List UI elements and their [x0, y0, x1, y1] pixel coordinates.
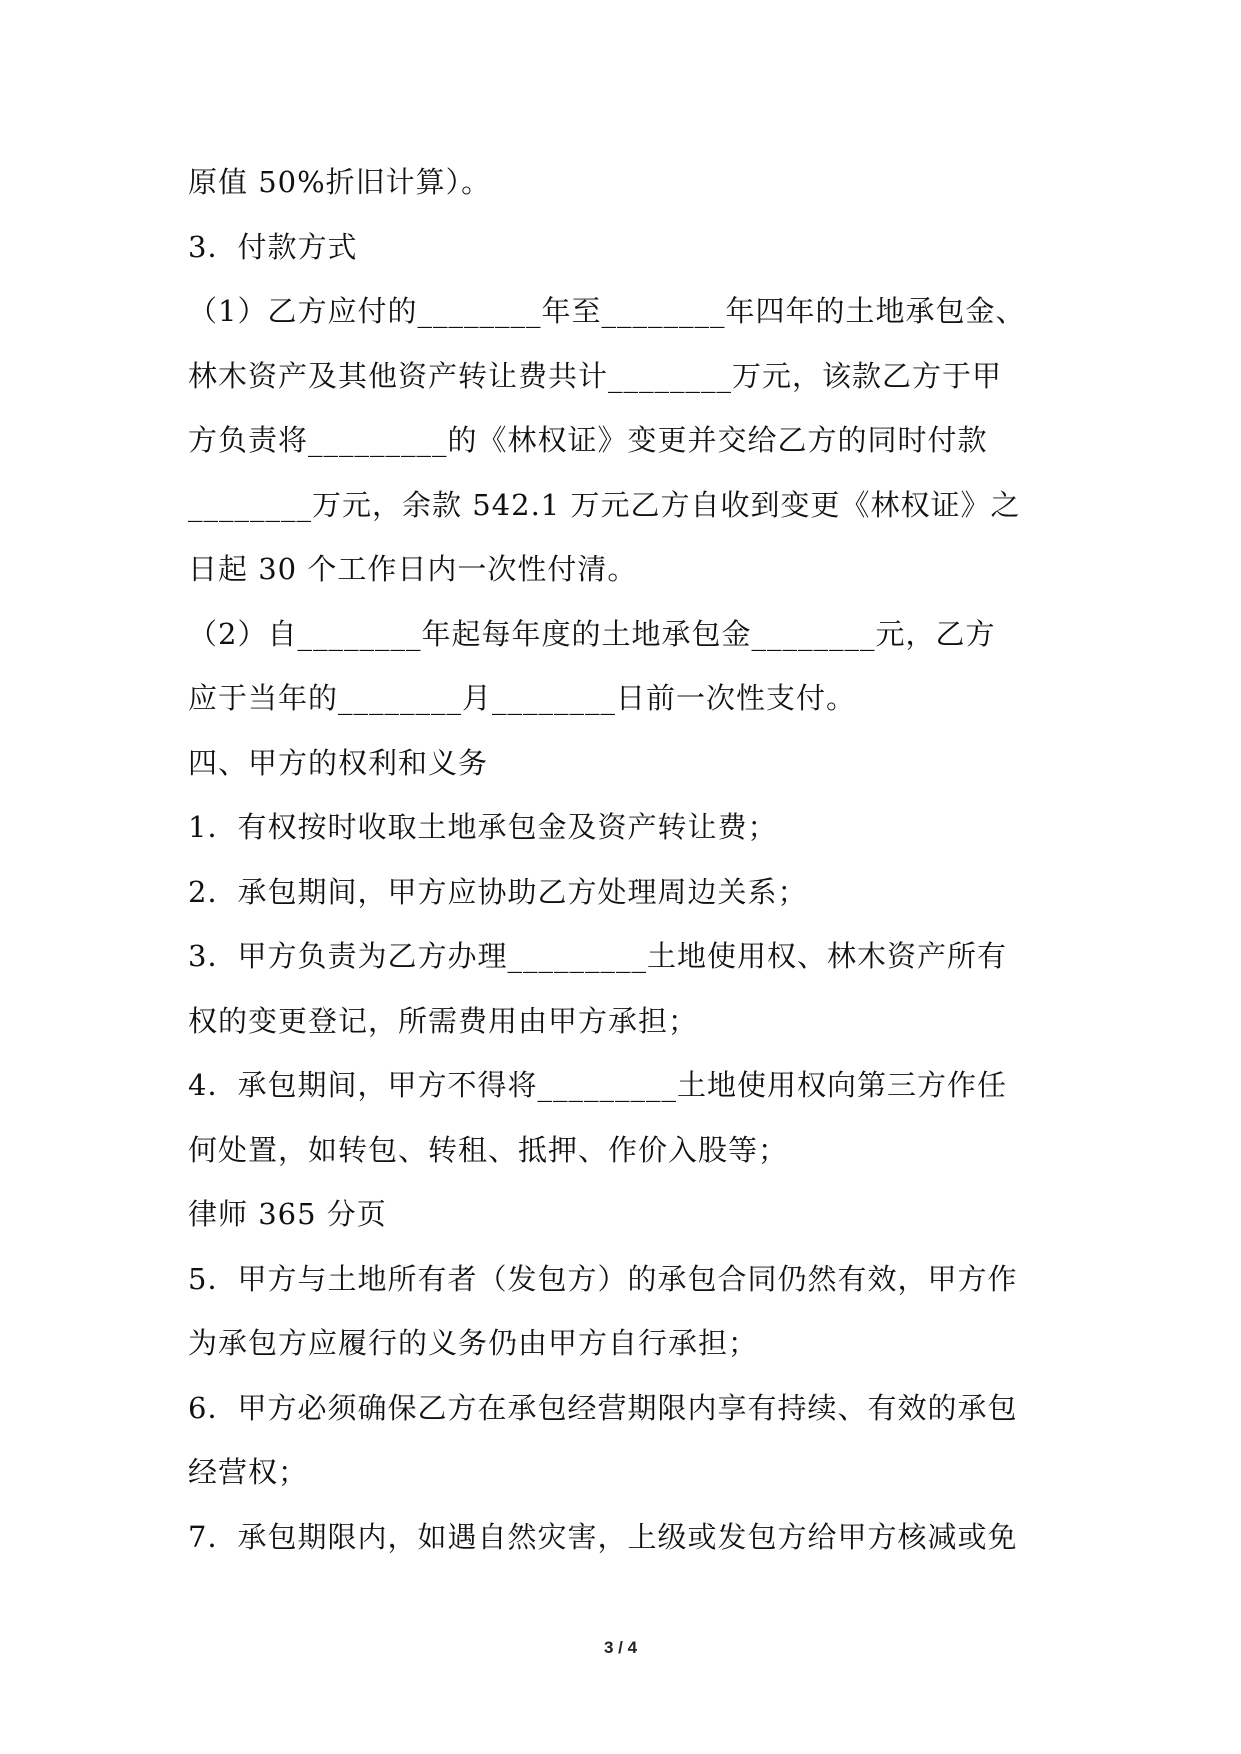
text-line: 方负责将_________的《林权证》变更并交给乙方的同时付款 — [188, 423, 988, 457]
text-line: ________万元，余款 542.1 万元乙方自收到变更《林权证》之 — [188, 487, 1021, 522]
page-break-note: 律师 365 分页 — [188, 1197, 387, 1231]
text-line: 权的变更登记，所需费用由甲方承担； — [188, 1003, 699, 1038]
text-line: 经营权； — [188, 1455, 309, 1489]
text-line: 为承包方应履行的义务仍由甲方自行承担； — [188, 1326, 759, 1360]
text-line: 5．甲方与土地所有者（发包方）的承包合同仍然有效，甲方作 — [188, 1261, 1018, 1296]
text-line: 应于当年的________月________日前一次性支付。 — [188, 681, 857, 715]
text-line: 7．承包期限内，如遇自然灾害，上级或发包方给甲方核减或免 — [188, 1519, 1018, 1554]
text-line: 1．有权按时收取土地承包金及资产转让费； — [188, 810, 778, 844]
text-line: （1）乙方应付的________年至________年四年的土地承包金、 — [188, 294, 1026, 328]
text-line: 3．甲方负责为乙方办理_________土地使用权、林木资产所有 — [188, 939, 1007, 973]
text-line: 何处置，如转包、转租、抵押、作价入股等； — [188, 1132, 789, 1167]
text-line: 原值 50%折旧计算）。 — [188, 165, 492, 199]
document-body — [188, 150, 1068, 1569]
text-line: 林木资产及其他资产转让费共计________万元，该款乙方于甲 — [188, 358, 1003, 393]
page-number: 3 / 4 — [603, 1638, 638, 1657]
section-heading-party-a-rights: 四、甲方的权利和义务 — [188, 745, 489, 780]
text-line: 日起 30 个工作日内一次性付清。 — [188, 552, 638, 586]
text-line: 2．承包期间，甲方应协助乙方处理周边关系； — [188, 874, 808, 909]
section-heading-payment-method: 3．付款方式 — [188, 229, 358, 264]
text-line: 4．承包期间，甲方不得将_________土地使用权向第三方作任 — [188, 1068, 1007, 1102]
text-line: （2）自________年起每年度的土地承包金________元，乙方 — [188, 616, 996, 651]
text-line: 6．甲方必须确保乙方在承包经营期限内享有持续、有效的承包 — [188, 1390, 1018, 1425]
